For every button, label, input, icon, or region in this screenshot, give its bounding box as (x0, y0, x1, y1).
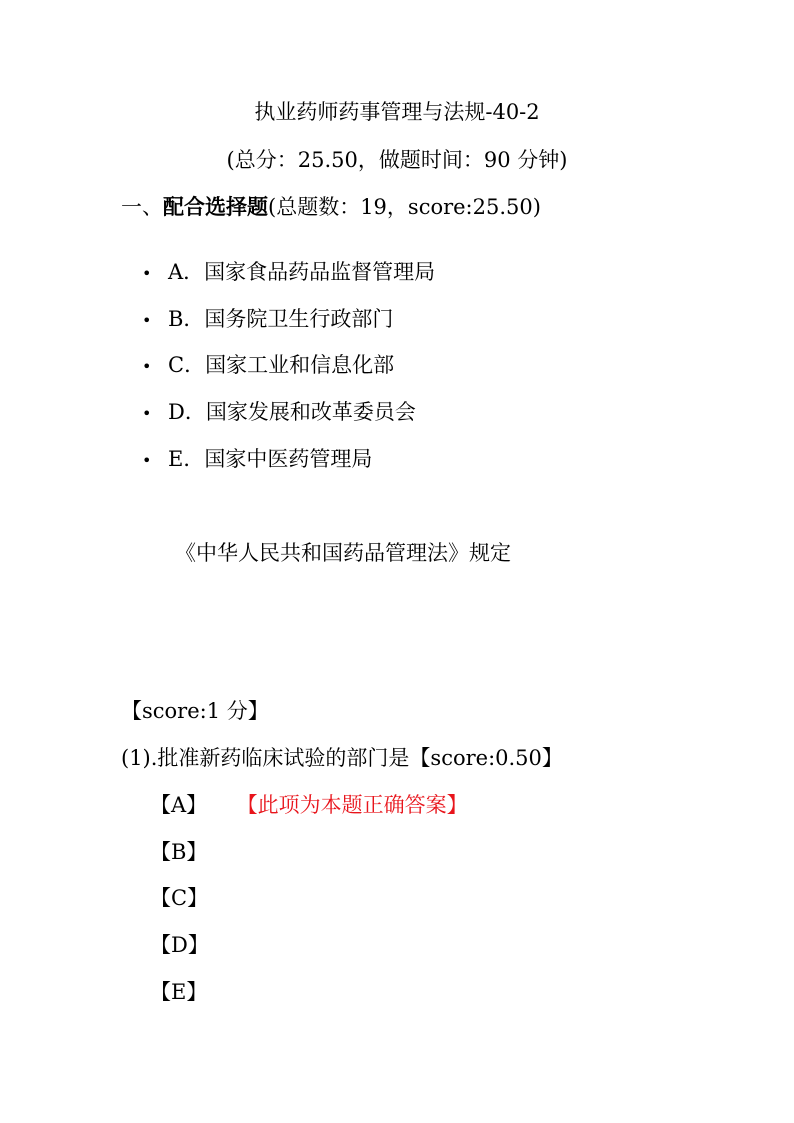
answer-a-label: 【A】 (150, 793, 208, 817)
option-item-c: • C．国家工业和信息化部 (142, 351, 394, 381)
answer-d: 【D】 (150, 933, 209, 957)
bullet-icon: • (142, 311, 152, 330)
answer-e: 【E】 (150, 980, 208, 1004)
bullet-icon: • (142, 451, 152, 470)
option-item-d: • D．国家发展和改革委员会 (142, 398, 416, 428)
option-item-e: • E．国家中医药管理局 (142, 445, 372, 475)
answer-a (150, 791, 468, 819)
section-number: 一、 (121, 195, 163, 219)
option-item-b: • B．国务院卫生行政部门 (142, 305, 393, 335)
section-info: (总题数：19，score:25.50) (268, 195, 541, 219)
section-name: 配合选择题 (163, 194, 268, 219)
question-stem: 《中华人民共和国药品管理法》规定 (175, 541, 511, 565)
answer-c: 【C】 (150, 886, 209, 910)
answer-b: 【B】 (150, 840, 208, 864)
section-heading (121, 193, 541, 221)
bullet-icon: • (142, 264, 152, 283)
group-score: 【score:1 分】 (121, 699, 269, 723)
question-text: (1).批准新药临床试验的部门是【score:0.50】 (121, 746, 563, 770)
option-item-a: • A．国家食品药品监督管理局 (142, 258, 435, 288)
bullet-icon: • (142, 357, 152, 376)
bullet-icon: • (142, 404, 152, 423)
document-title: 执业药师药事管理与法规-40-2 (254, 100, 540, 124)
document-subtitle: (总分：25.50，做题时间：90 分钟) (226, 148, 568, 172)
correct-answer-mark: 【此项为本题正确答案】 (247, 793, 468, 817)
